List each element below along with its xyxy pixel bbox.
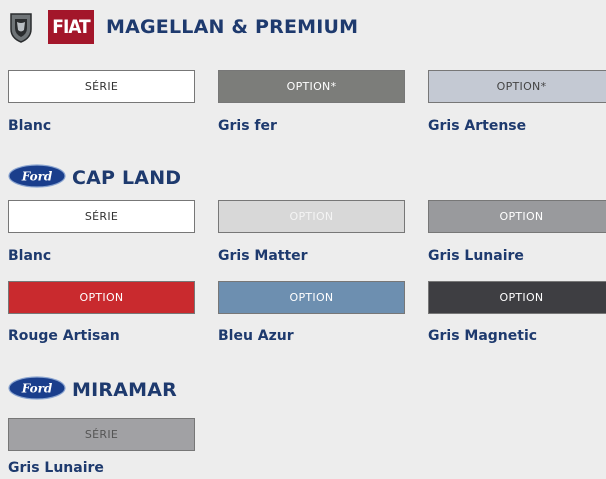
capland-header xyxy=(8,164,181,192)
swatch-badge: OPTION xyxy=(289,210,334,223)
ford-logo-icon xyxy=(8,164,66,192)
peugeot-logo-icon xyxy=(8,11,34,43)
miramar-header xyxy=(8,376,177,404)
section-title-capland: CAP LAND xyxy=(72,167,182,189)
swatch-rouge-artisan xyxy=(8,281,195,314)
swatch-label: Gris Magnetic xyxy=(428,328,538,344)
swatch-gris-lunaire xyxy=(428,200,606,233)
swatch-label: Blanc xyxy=(8,118,52,134)
section-title-magellan: MAGELLAN & PREMIUM xyxy=(106,16,359,38)
swatch-blanc xyxy=(8,70,195,103)
swatch-label: Gris fer xyxy=(218,118,277,134)
swatch-label: Gris Lunaire xyxy=(428,248,524,264)
swatch-gris-artense xyxy=(428,70,606,103)
swatch-badge: OPTION* xyxy=(496,80,547,93)
fiat-logo-icon: FIAT xyxy=(48,10,94,44)
swatch-label: Bleu Azur xyxy=(218,328,294,344)
swatch-bleu-azur xyxy=(218,281,405,314)
swatch-label: Rouge Artisan xyxy=(8,328,120,344)
swatch-badge: OPTION xyxy=(289,291,334,304)
magellan-header xyxy=(8,10,358,44)
swatch-badge: OPTION* xyxy=(286,80,337,93)
swatch-badge: SÉRIE xyxy=(84,210,119,223)
svg-text:Ford: Ford xyxy=(21,381,53,396)
svg-text:Ford: Ford xyxy=(21,169,53,184)
swatch-badge: OPTION xyxy=(79,291,124,304)
swatch-badge: SÉRIE xyxy=(84,80,119,93)
swatch-gris-magnetic xyxy=(428,281,606,314)
swatch-badge: OPTION xyxy=(499,210,544,223)
swatch-badge: OPTION xyxy=(499,291,544,304)
swatch-badge: SÉRIE xyxy=(84,428,119,441)
swatch-label: Gris Artense xyxy=(428,118,527,134)
swatch-gris-matter xyxy=(218,200,405,233)
section-title-miramar: MIRAMAR xyxy=(72,379,177,401)
swatch-gris-fer xyxy=(218,70,405,103)
swatch-blanc xyxy=(8,200,195,233)
swatch-gris-lunaire xyxy=(8,418,195,451)
swatch-label: Blanc xyxy=(8,248,52,264)
ford-logo-icon xyxy=(8,376,66,404)
swatch-label: Gris Lunaire xyxy=(8,460,104,476)
swatch-label: Gris Matter xyxy=(218,248,308,264)
